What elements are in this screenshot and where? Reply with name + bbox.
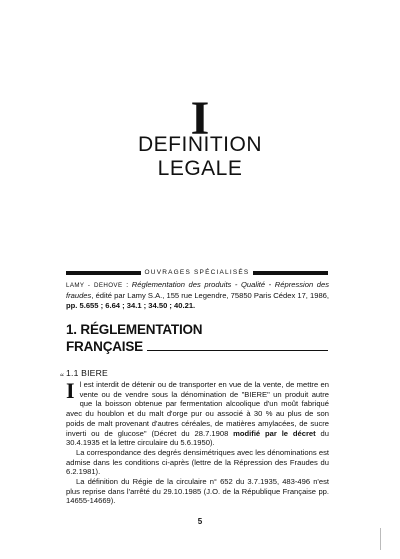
paragraph-1-bold: modifié par le décret (233, 428, 316, 438)
subsection-heading: 1.1 BIERE (66, 368, 108, 378)
chapter-title (0, 133, 400, 181)
section-heading (66, 321, 328, 355)
opening-quote-mark: “ (60, 372, 64, 382)
reference-pages: pp. 5.655 ; 6.64 ; 34.1 ; 34.50 ; 40.21. (66, 301, 196, 310)
body-text (66, 380, 329, 506)
reference-authors: LAMY - DEHOVE (66, 282, 123, 289)
reference-citation (66, 280, 329, 311)
paragraph-2: La correspondance des degrés densimétriques avec les dénominations est admise dans les conditions ci-après (lettre de la Répression des Fraudes du 6.2.1981). (66, 447, 329, 477)
reference-publisher: , édité par Lamy S.A., 155 rue Legendre, 75850 Paris Cédex 17, 1986, (91, 291, 330, 300)
drop-cap: I (66, 378, 75, 403)
chapter-title-line-1: DEFINITION (138, 133, 262, 156)
section-heading-line-2: FRANÇAISE (66, 339, 143, 354)
section-heading-line-1: 1. RÉGLEMENTATION (66, 322, 203, 337)
section-heading-rule (147, 350, 328, 351)
paragraph-1-end: du 30.4.1935 et la lettre circulaire du 5.6.1950). (66, 428, 329, 448)
ouvrages-specialises-bar (66, 268, 328, 277)
reference-title: Réglementation des produits - Qualité - Répression des fraudes (66, 280, 329, 300)
ouvrages-rule-left (66, 271, 141, 275)
section-heading-row-2 (66, 338, 328, 355)
reference-separator: : (122, 280, 132, 289)
chapter-number: I (190, 92, 210, 145)
chapter-title-line-2: LEGALE (157, 157, 243, 180)
paragraph-1 (66, 380, 329, 448)
ouvrages-label: OUVRAGES SPÉCIALISÉS (144, 269, 250, 276)
paragraph-1-text: l est interdit de détenir ou de transporter en vue de la vente, de mettre en vente ou de vendre sous la dénomination de "BIERE" un produit autre que la boisson obtenue par fermentation alcoolique d'un moût fabriqué avec du houblon et du malt d'orge pur ou associé à 30 % au plus de son poids de malt provenant d'autres céréales, de matières amylacées, de sucre inverti ou de glucose" (Décret du 28.7.1908 (66, 380, 329, 438)
page-number: 5 (197, 517, 203, 526)
ouvrages-rule-right (253, 271, 328, 275)
paragraph-3: La définition du Régie de la circulaire n° 652 du 3.7.1935, 483-496 n'est plus reprise dans l'arrêté du 29.10.1985 (J.O. de la République Française pp. 14655-14669). (66, 477, 329, 506)
margin-tick-mark (380, 528, 381, 550)
